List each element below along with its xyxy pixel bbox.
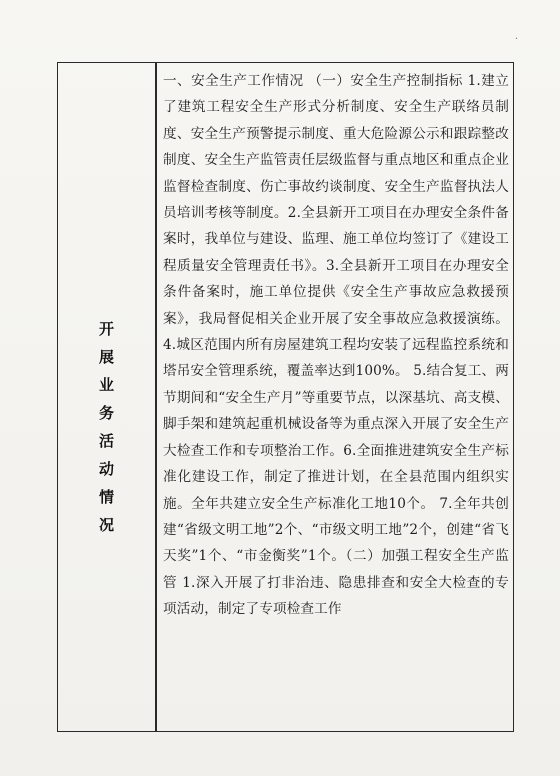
row-header-char: 展: [98, 348, 114, 366]
row-header-char: 开: [98, 320, 114, 338]
column-divider: [155, 63, 157, 731]
row-header-char: 动: [98, 460, 114, 478]
activity-description: 一、安全生产工作情况 （一）安全生产控制指标 1.建立了建筑工程安全生产形式分析制度、安全生产联络员制度、安全生产预警提示制度、重大危险源公示和跟踪整改制度、安全生产监管责任层级监督与重点地区和重点企业监督检查制度、伤亡事故约谈制度、安全生产监督执法人员培训考核等制度。2.全县新开工项目在办理安全条件备案时，我单位与建设、监理、施工单位均签订了《建设工程质量安全管理责任书》。3.全县新开工项目在办理安全条件备案时，施工单位提供《安全生产事故应急救援预案》，我局督促相关企业开展了安全事故应急救援演练。4.城区范围内所有房屋建筑工程均安装了远程监控系统和塔吊安全管理系统，覆盖率达到100%。 5.结合复工、两节期间和“安全生产月”等重要节点，以深基坑、高支模、脚手架和建筑起重机械设备等为重点深入开展了安全生产大检查工作和专项整治工作。6.全面推进建筑安全生产标准化建设工作，制定了推进计划，在全县范围内组织实施。全年共建立安全生产标准化工地10个。 7.全年共创建“省级文明工地”2个、“市级文明工地”2个，创建“省飞天奖”1个、“市金衡奖”1个。（二）加强工程安全生产监管 1.深入开展了打非治违、隐患排查和安全大检查的专项活动，制定了专项检查工作: [163, 73, 509, 618]
form-table: [57, 62, 514, 732]
row-header-char: 况: [98, 516, 114, 534]
row-header-char: 业: [98, 376, 114, 394]
row-header: [58, 63, 155, 731]
scan-mark: ·: [514, 34, 518, 45]
row-header-char: 活: [98, 432, 114, 450]
row-header-vertical-text: [99, 319, 114, 535]
row-header-char: 务: [98, 404, 114, 422]
row-header-char: 情: [98, 488, 114, 506]
